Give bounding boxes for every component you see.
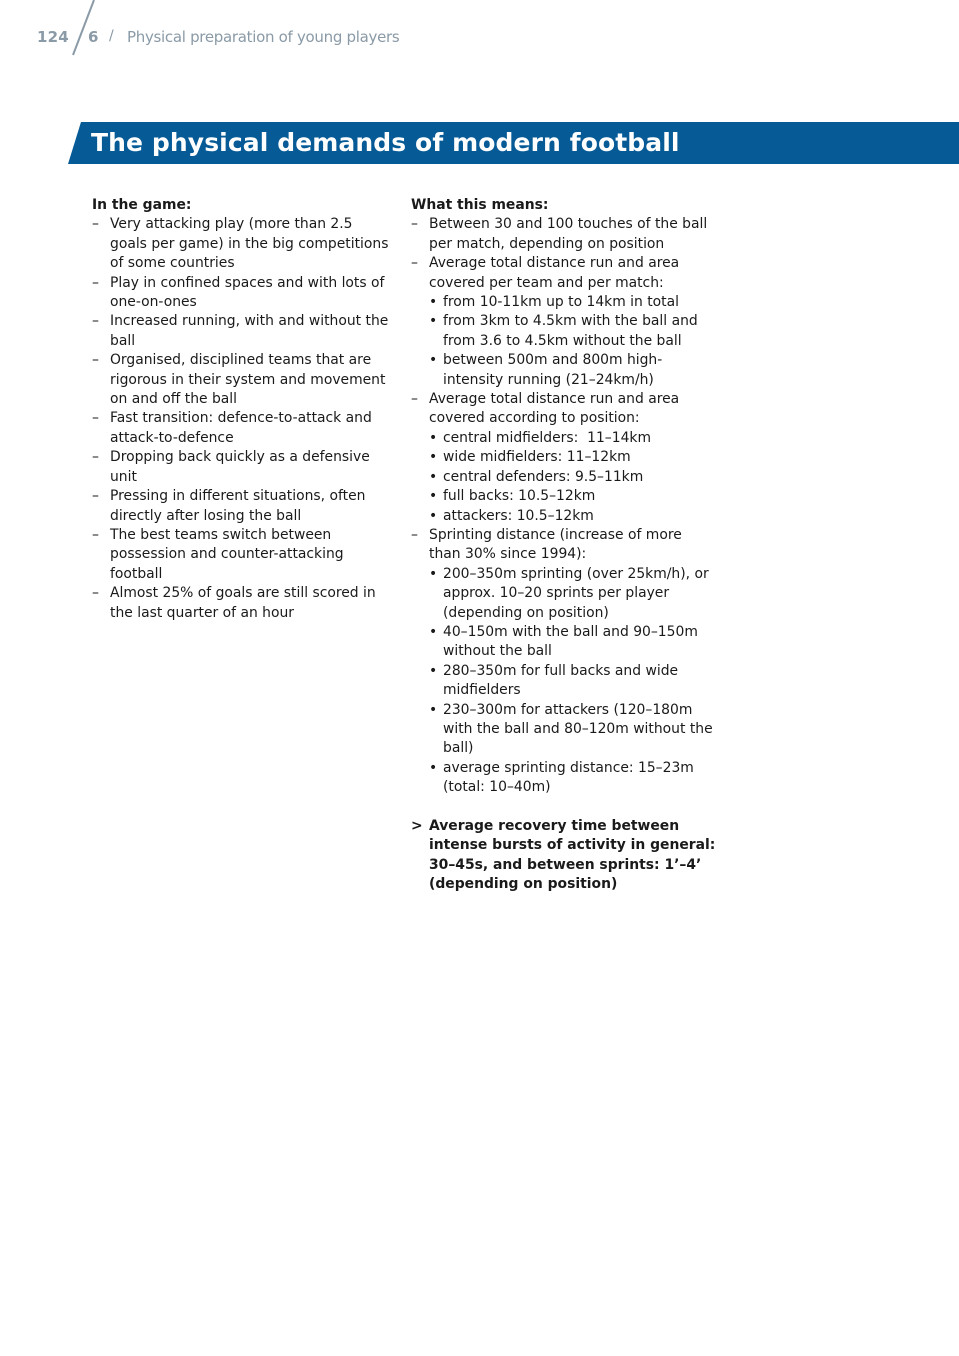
running-head [0, 0, 400, 70]
right-column [411, 196, 716, 895]
sub-bullet-list [429, 429, 716, 526]
section-banner [0, 122, 959, 164]
left-item-list [92, 215, 392, 623]
list-item [411, 215, 716, 254]
list-item-text: Average total distance run and area covered according to position: [429, 391, 680, 427]
dash-marker: – [411, 526, 418, 543]
list-item-text: Average total distance run and area covered per team and per match: [429, 255, 680, 291]
list-item-text: Increased running, with and without the ball [110, 313, 389, 349]
list-item [92, 215, 392, 273]
dash-marker: – [92, 274, 99, 291]
chapter-number: 6 [88, 28, 99, 46]
list-item [411, 390, 716, 526]
list-item [92, 409, 392, 448]
list-item-text: The best teams switch between possession and counter-attacking football [110, 526, 344, 582]
list-item-text: Almost 25% of goals are still scored in the last quarter of an hour [110, 585, 376, 621]
bullet-marker: • [429, 429, 438, 446]
sub-bullet-text: wide midfielders: 11–12km [443, 449, 631, 466]
bullet-marker: • [429, 507, 438, 524]
dash-marker: – [92, 352, 99, 369]
sub-bullet-text: 230–300m for attackers (120–180m with the ball and 80–120m without the ball) [443, 701, 713, 757]
dash-marker: – [92, 488, 99, 505]
bullet-marker: • [429, 468, 438, 485]
bullet-marker: • [429, 662, 438, 679]
bullet-marker: • [429, 352, 438, 369]
list-item [92, 351, 392, 409]
list-item-text: Dropping back quickly as a defensive unit [110, 449, 370, 485]
page-number: 124 [37, 28, 69, 46]
callout-text: Average recovery time between intense bursts of activity in general: 30–45s, and between sprints: 1’–4’ (depending on position) [429, 817, 716, 893]
sub-bullet-text: 200–350m sprinting (over 25km/h), or approx. 10–20 sprints per player (depending on position) [443, 565, 709, 621]
sub-bullet-item [429, 312, 716, 351]
sub-bullet-item [429, 507, 716, 526]
sub-bullet-item [429, 351, 716, 390]
list-item [92, 584, 392, 623]
list-item-text: Fast transition: defence-to-attack and attack-to-defence [110, 410, 372, 446]
dash-marker: – [92, 216, 99, 233]
sub-bullet-item [429, 293, 716, 312]
sub-bullet-item [429, 487, 716, 506]
dash-marker: – [92, 313, 99, 330]
right-item-list [411, 215, 716, 797]
list-item-text: Play in confined spaces and with lots of one-on-ones [110, 274, 385, 311]
sub-bullet-item [429, 429, 716, 448]
sub-bullet-list [429, 293, 716, 390]
sub-bullet-list [429, 565, 716, 798]
list-item [411, 254, 716, 390]
bullet-marker: • [429, 759, 438, 776]
bullet-marker: • [429, 294, 438, 311]
sub-bullet-item [429, 759, 716, 798]
bullet-marker: • [429, 701, 438, 718]
left-column [92, 196, 392, 623]
list-item [92, 312, 392, 351]
section-title: The physical demands of modern football [91, 128, 680, 157]
sub-bullet-text: from 10-11km up to 14km in total [443, 294, 679, 311]
dash-marker: – [92, 410, 99, 427]
sub-bullet-text: full backs: 10.5–12km [443, 488, 596, 505]
dash-marker: – [92, 449, 99, 466]
sub-bullet-text: central defenders: 9.5–11km [443, 468, 644, 485]
dash-marker: – [92, 526, 99, 543]
list-item-text: Very attacking play (more than 2.5 goals per game) in the big competitions of some countries [110, 216, 389, 272]
sub-bullet-item [429, 565, 716, 623]
chapter-title: Physical preparation of young players [127, 28, 400, 46]
arrow-marker: > [411, 817, 423, 834]
list-item [92, 448, 392, 487]
chapter-separator: / [109, 28, 114, 44]
list-item-text: Between 30 and 100 touches of the ball per match, depending on position [429, 216, 708, 252]
key-takeaway-callout [411, 817, 716, 895]
dash-marker: – [92, 585, 99, 602]
bullet-marker: • [429, 449, 438, 466]
dash-marker: – [411, 216, 418, 233]
sub-bullet-item [429, 448, 716, 467]
list-item [411, 526, 716, 798]
sub-bullet-text: 40–150m with the ball and 90–150m without the ball [443, 623, 698, 660]
bullet-marker: • [429, 623, 438, 640]
dash-marker: – [411, 391, 418, 408]
bullet-marker: • [429, 488, 438, 505]
list-item-text: Organised, disciplined teams that are rigorous in their system and movement on and off the ball [110, 352, 386, 408]
list-item [92, 487, 392, 526]
dash-marker: – [411, 255, 418, 272]
bullet-marker: • [429, 313, 438, 330]
sub-bullet-item [429, 468, 716, 487]
list-item [92, 274, 392, 313]
sub-bullet-item [429, 662, 716, 701]
list-item [92, 526, 392, 584]
left-column-heading: In the game: [92, 197, 192, 213]
sub-bullet-text: average sprinting distance: 15–23m (total: 10–40m) [443, 759, 694, 796]
sub-bullet-text: central midfielders: 11–14km [443, 429, 651, 446]
bullet-marker: • [429, 565, 438, 582]
list-item-text: Sprinting distance (increase of more than 30% since 1994): [429, 526, 682, 563]
sub-bullet-text: from 3km to 4.5km with the ball and from 3.6 to 4.5km without the ball [443, 313, 698, 349]
sub-bullet-item [429, 701, 716, 759]
sub-bullet-text: between 500m and 800m high-intensity running (21–24km/h) [443, 352, 663, 388]
sub-bullet-item [429, 623, 716, 662]
list-item-text: Pressing in different situations, often directly after losing the ball [110, 488, 366, 524]
sub-bullet-text: 280–350m for full backs and wide midfielders [443, 662, 679, 699]
sub-bullet-text: attackers: 10.5–12km [443, 507, 594, 524]
right-column-heading: What this means: [411, 197, 549, 213]
